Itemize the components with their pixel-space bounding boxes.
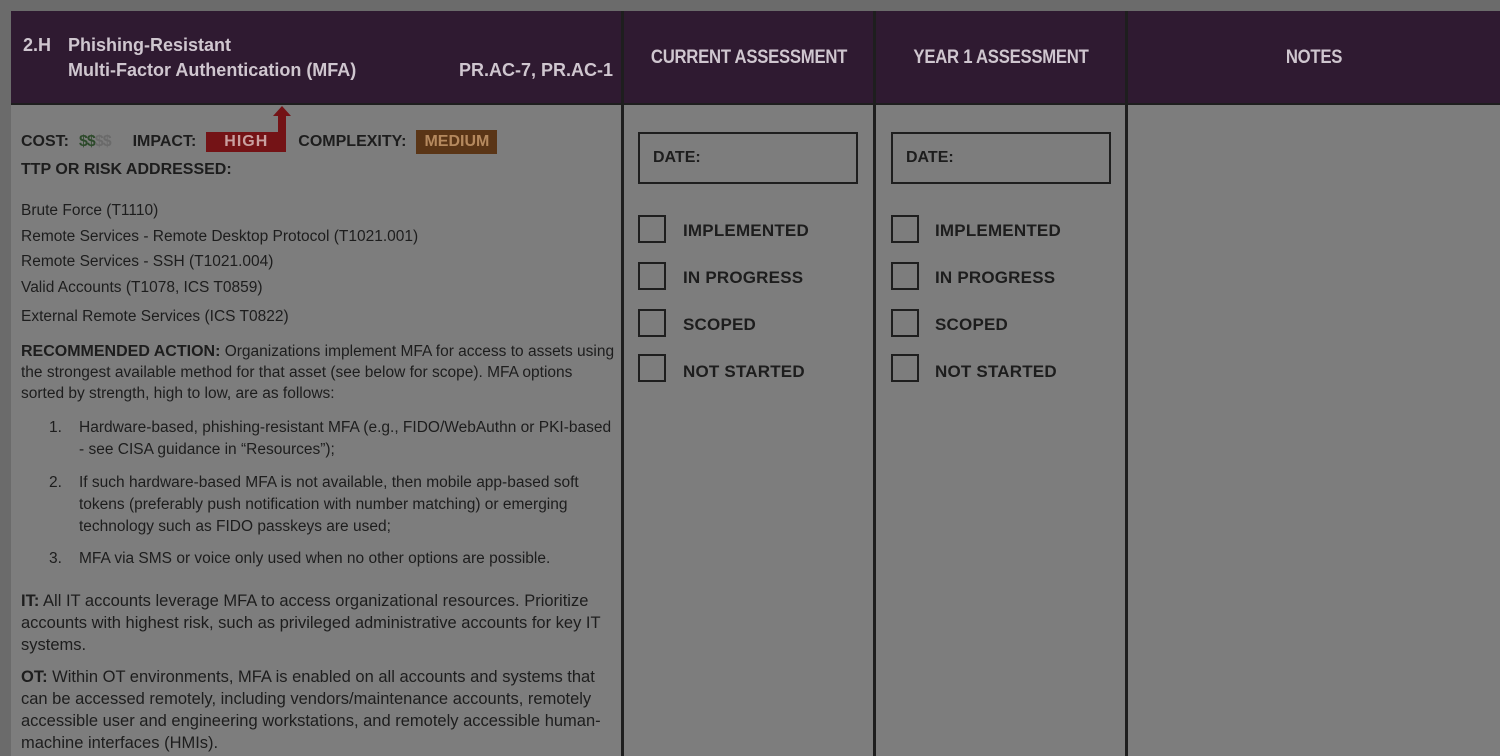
assessment-page <box>11 11 1500 756</box>
complexity-badge: MEDIUM <box>416 130 497 154</box>
impact-value: HIGH <box>224 133 269 150</box>
current-implemented-label: IMPLEMENTED <box>683 221 809 240</box>
year1-in-progress-checkbox[interactable] <box>891 262 919 290</box>
list-item-text: If such hardware-based MFA is not available, then mobile app-based soft tokens (preferably push notification with number matching) or emerging technology such as FIDO passkeys are used; <box>79 474 579 535</box>
current-date-field[interactable] <box>638 132 858 184</box>
section-number: 2.H <box>23 35 52 55</box>
ttp-item: Remote Services - SSH (T1021.004) <box>21 253 274 270</box>
year1-in-progress-label: IN PROGRESS <box>935 268 1056 287</box>
recommended-action-label: RECOMMENDED ACTION: <box>21 343 221 360</box>
date-label: DATE: <box>653 149 701 166</box>
ttp-item: External Remote Services (ICS T0822) <box>21 308 289 325</box>
recommended-action <box>21 341 616 404</box>
cost-rating-inactive: $$ <box>94 133 111 150</box>
complexity-label: COMPLEXITY: <box>298 133 407 150</box>
column-divider <box>621 11 624 756</box>
list-item-text: MFA via SMS or voice only used when no other options are possible. <box>79 550 551 567</box>
cost-label: COST: <box>21 133 69 150</box>
section-references: PR.AC-7, PR.AC-1 <box>458 60 613 80</box>
current-not-started-checkbox[interactable] <box>638 354 666 382</box>
ot-text: Within OT environments, MFA is enabled on all accounts and systems that can be accessed remotely, including vendors/maintenance accounts, remotely accessible user and engineering workstations, and remotely accessible human-machine interfaces (HMIs). <box>21 668 601 752</box>
recommended-action-text: Organizations implement MFA for access to assets using the strongest available method for that asset (see below for scope). MFA options sorted by strength, high to low, are as follows: <box>21 343 615 402</box>
notes-area[interactable] <box>1128 105 1500 756</box>
ttp-item: Brute Force (T1110) <box>21 202 159 219</box>
cost-rating <box>79 133 111 151</box>
current-assessment-title: CURRENT ASSESSMENT <box>650 47 848 68</box>
it-text: All IT accounts leverage MFA to access organizational resources. Prioritize accounts with highest risk, such as privileged administrative accounts for key IT systems. <box>21 592 601 654</box>
list-item-number: 2. <box>49 474 62 491</box>
cost-rating-active: $$ <box>79 133 95 150</box>
it-paragraph <box>21 590 601 656</box>
year1-implemented-checkbox[interactable] <box>891 215 919 243</box>
year1-scoped-checkbox[interactable] <box>891 309 919 337</box>
current-scoped-label: SCOPED <box>683 315 756 334</box>
current-in-progress-checkbox[interactable] <box>638 262 666 290</box>
section-header <box>11 11 621 104</box>
list-item-number: 3. <box>49 550 62 567</box>
ttp-item: Valid Accounts (T1078, ICS T0859) <box>21 279 263 296</box>
year1-assessment-title: YEAR 1 ASSESSMENT <box>913 47 1089 68</box>
impact-badge <box>206 132 286 152</box>
year1-assessment-header <box>876 11 1126 104</box>
ttp-heading: TTP OR RISK ADDRESSED: <box>21 161 232 178</box>
ratings-row <box>21 129 497 155</box>
date-label: DATE: <box>906 149 954 166</box>
ot-label: OT: <box>21 668 48 686</box>
current-scoped-checkbox[interactable] <box>638 309 666 337</box>
year1-not-started-label: NOT STARTED <box>935 362 1057 381</box>
it-label: IT: <box>21 592 40 610</box>
column-divider <box>873 11 876 756</box>
list-item-text: Hardware-based, phishing-resistant MFA (e.g., FIDO/WebAuthn or PKI-based - see CISA guidance in “Resources”); <box>79 419 612 458</box>
ttp-item: Remote Services - Remote Desktop Protocol (T1021.001) <box>21 228 419 245</box>
list-item-number: 1. <box>49 419 62 436</box>
year1-implemented-label: IMPLEMENTED <box>935 221 1061 240</box>
section-title-line1: Phishing-Resistant <box>68 35 232 55</box>
notes-title: NOTES <box>1285 47 1343 68</box>
section-title-line2: Multi-Factor Authentication (MFA) <box>68 60 357 80</box>
current-implemented-checkbox[interactable] <box>638 215 666 243</box>
year1-date-field[interactable] <box>891 132 1111 184</box>
year1-scoped-label: SCOPED <box>935 315 1008 334</box>
year1-not-started-checkbox[interactable] <box>891 354 919 382</box>
current-not-started-label: NOT STARTED <box>683 362 805 381</box>
notes-header <box>1128 11 1500 104</box>
arrow-up-icon <box>273 106 291 132</box>
current-assessment-header <box>624 11 874 104</box>
ot-paragraph <box>21 666 601 754</box>
impact-label: IMPACT: <box>132 133 197 150</box>
current-in-progress-label: IN PROGRESS <box>683 268 804 287</box>
